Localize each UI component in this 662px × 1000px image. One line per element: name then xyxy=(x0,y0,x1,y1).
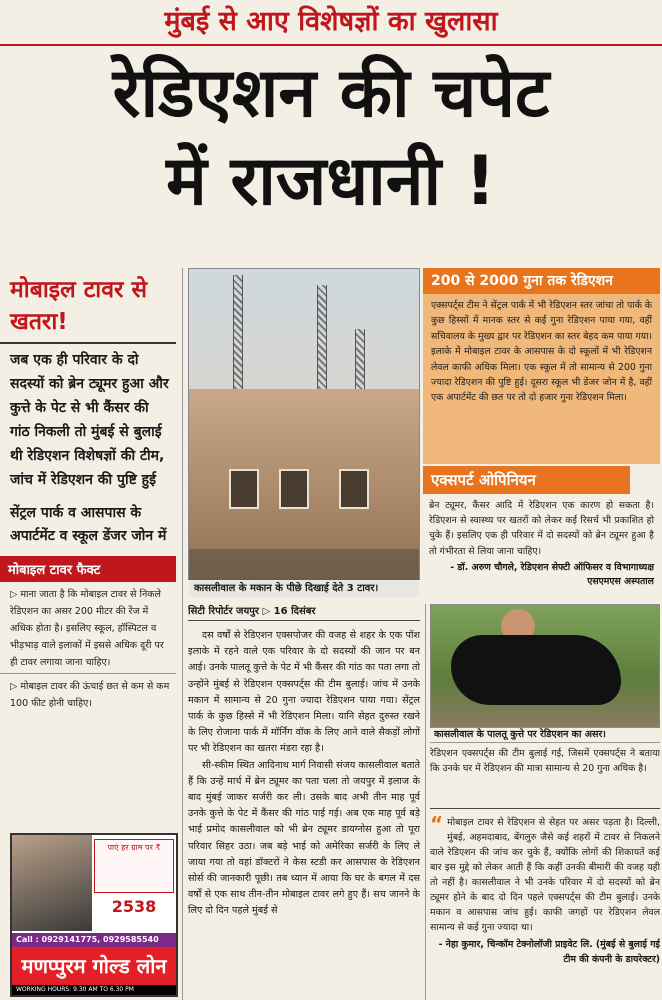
photo-caption: कासलीवाल के मकान के पीछे दिखाई देते 3 टावर। xyxy=(188,580,420,598)
sidebar-subhead: सेंट्रल पार्क व आसपास के अपार्टमेंट व स्कूल डेंजर जोन में xyxy=(10,505,167,544)
fact-item: ▷ माना जाता है कि मोबाइल टावर से निकले रेडिएशन का असर 200 मीटर की रेंज में अधिक होता है। इसलिए स्कूल, हॉस्पिटल व भीड़भाड़ वाले इलाकों में इससे अधिक दूरी पर ही टावर लगाया जाना चाहिए। xyxy=(10,589,164,668)
quote-signature: - नेहा कुमार, चिन्कॉम टेक्नोलॉजी प्राइवेट लि. (मुंबई से बुलाई गई टीम की कंपनी के डायरेक्टर) xyxy=(438,939,660,965)
sidebar-lead: जब एक ही परिवार के दो सदस्यों को ब्रेन ट्यूमर हुआ और कुत्ते के पेट से भी कैंसर की गांठ निकली तो मुंबई से बुलाई थी रेडिएशन विशेषज्ञों की टीम, जांच में रेडिएशन की पुष्टि हुई xyxy=(0,342,176,498)
house-illustration xyxy=(189,389,420,549)
article-body xyxy=(188,628,420,1000)
byline: सिटी रिपोर्टर जयपुर ▷ 16 दिसंबर xyxy=(188,603,420,621)
ad-amount: 2538 xyxy=(111,897,157,916)
radiation-box-title: 200 से 2000 गुना तक रेडिएशन xyxy=(423,268,660,294)
radiation-box xyxy=(423,268,660,464)
ad-brand-logo: मणप्पुरम गोल्ड लोन xyxy=(12,947,176,985)
body-paragraph: दस वर्षों से रेडिएशन एक्सपोजर की वजह से शहर के एक पॉश इलाके में रहने वाले एक परिवार के दो सदस्यों की जान पर बन आई। उनके पालतू कुत्ते के पेट में भी कैंसर की गांठ का पता लगा तो उन्होंने मुंबई से रेडिएशन एक्सपर्ट्स की टीम बुलाई। जांच में उनके मकान में सामान्य से 20 गुना ज्यादा रेडिएशन पाया गया। सेंट्रल पार्क के कुछ हिस्से में भी रेडिएशन मिला। यानि सेहत दुरुस्त रखने के लिए रोजाना पार्क में मॉर्निंग वॉक के लिए आने वाले सैकड़ों लोगों पर भी रेडिएशन का खतरा मंडरा रहा है। xyxy=(188,630,420,755)
ad-hours: WORKING HOURS: 9.30 AM TO 6.30 PM xyxy=(12,985,176,995)
quote-text: मोबाइल टावर से रेडिएशन से सेहत पर असर पड़ता है। दिल्ली, मुंबई, अहमदाबाद, बेंगलुरु जैसे कई शहरों में टावर से निकलने वाले रेडिएशन की जांच कर चुके हैं, क्योंकि लोगों की शिकायतें कई बार इस मुद्दे को लेकर आती हैं कि कहीं उनकी बीमारी की वजह यही तो नहीं है। कासलीवाल ने भी उनके परिवार में दो सदस्यों को ब्रेन ट्यूमर होने के बाद दो दिन पहले एक्सपर्ट्स की टीम बुलाई। उनके मकान व आसपास जांच हुई। काफी जगहों पर रेडिएशन लेवल सामान्य से कई गुना ज्यादा था। xyxy=(430,817,660,933)
headline-line-2: में राजधानी ! xyxy=(166,142,496,221)
dog-photo xyxy=(430,604,660,728)
fact-box-title: मोबाइल टावर फैक्ट xyxy=(0,556,176,582)
tower-icon xyxy=(233,275,243,395)
ad-phone: Call : 0929141775, 0929585540 xyxy=(12,933,176,947)
right-column-text: रेडिएशन एक्सपर्ट्स की टीम बुलाई गई, जिसमें एक्सपर्ट्स ने बताया कि उनके घर में रेडिएशन की मात्रा सामान्य से 20 गुना अधिक है। xyxy=(430,748,660,774)
ad-photo xyxy=(12,835,92,931)
dog-shape xyxy=(451,635,621,705)
expert-opinion-text: ब्रेन ट्यूमर, कैंसर आदि में रेडिएशन एक कारण हो सकता है। रेडिएशन से स्वास्थ्य पर खतरों को लेकर कई रिसर्च भी प्रकाशित हो चुके हैं। इसलिए एक ही परिवार में दो सदस्यों को ब्रेन ट्यूमर हुआ है तो गंभीरता से लिया जाना चाहिए। xyxy=(429,500,654,557)
fact-item: ▷ मोबाइल टावर की ऊंचाई छत से कम से कम 100 फीट होनी चाहिए। xyxy=(0,673,176,714)
body-paragraph: सी-स्कीम स्थित आदिनाथ मार्ग निवासी संजय कासलीवाल बताते हैं कि उन्हें मार्च में ब्रेन ट्यूमर का पता चला तो जयपुर में इलाज के बाद मुंबई जाकर सर्जरी कर ली। उसके बाद अभी तीन माह पूर्व उनके कुत्ते के पेट में कैंसर की गांठ पाई गई। अब एक माह पूर्व बड़े भाई प्रमोद कासलीवाल को भी ब्रेन ट्यूमर डायग्नोस हुआ तो पूरा परिवार सिहर उठा। जब बड़े भाई को अमेरिका सर्जरी के लिए ले जाया गया तो वहां डॉक्टरों ने केस स्टडी कर आसपास के रेडिएशन सोर्स की जानकारी पूछी। तब ध्यान में आया कि घर के बगल में दस वर्षों से एक साथ तीन-तीन मोबाइल टावर लगे हुए हैं। सच जानने के लिए दो दिन पहले मुंबई से xyxy=(188,759,420,917)
main-headline xyxy=(0,50,662,226)
expert-opinion-box xyxy=(423,466,660,600)
column-divider xyxy=(182,268,183,1000)
ad-flyer: पाएं हर ग्राम पर ₹ xyxy=(94,839,174,893)
headline-line-1: रेडिएशन की चपेट xyxy=(112,54,550,133)
expert-opinion-title: एक्सपर्ट ओपिनियन xyxy=(423,466,630,494)
quote-mark-icon: “ xyxy=(430,812,444,836)
column-divider xyxy=(425,604,426,1000)
sidebar-red-heading: मोबाइल टावर से खतरा! xyxy=(10,277,147,335)
advertisement[interactable] xyxy=(10,833,178,997)
radiation-box-text: एक्सपर्ट्स टीम ने सेंट्रल पार्क में भी रेडिएशन स्तर जांचा तो पार्क के कुछ हिस्सों में मानक स्तर से कई गुना रेडिएशन पाया गया, वहीं सचिवालय के मुख्य द्वार पर रेडिएशन का स्तर बेहद कम पाया गया। इलाके में मोबाइल टावर के आसपास के दो स्कूलों में भी रेडिएशन लेवल काफी अधिक मिला। एक स्कूल में तो सामान्य से 200 गुना ज्यादा रेडिएशन की पुष्टि हुई। दूसरा स्कूल भी डेंजर जोन में है, वहीं एक अपार्टमेंट की छत पर तो दो हजार गुना रेडिएशन मिला। xyxy=(431,300,652,404)
quote-block xyxy=(430,808,660,1000)
expert-signature: - डॉ. अरुण चौगले, रेडिएशन सेफ्टी ऑफिसर व विभागाध्यक्ष एसएमएस अस्पताल xyxy=(450,561,654,587)
dog-photo-caption: कासलीवाल के पालतू कुत्ते पर रेडिएशन का असर। xyxy=(430,727,660,743)
kicker-headline: मुंबई से आए विशेषज्ञों का खुलासा xyxy=(0,0,662,46)
tower-photo xyxy=(188,268,420,598)
tower-icon xyxy=(317,285,327,395)
